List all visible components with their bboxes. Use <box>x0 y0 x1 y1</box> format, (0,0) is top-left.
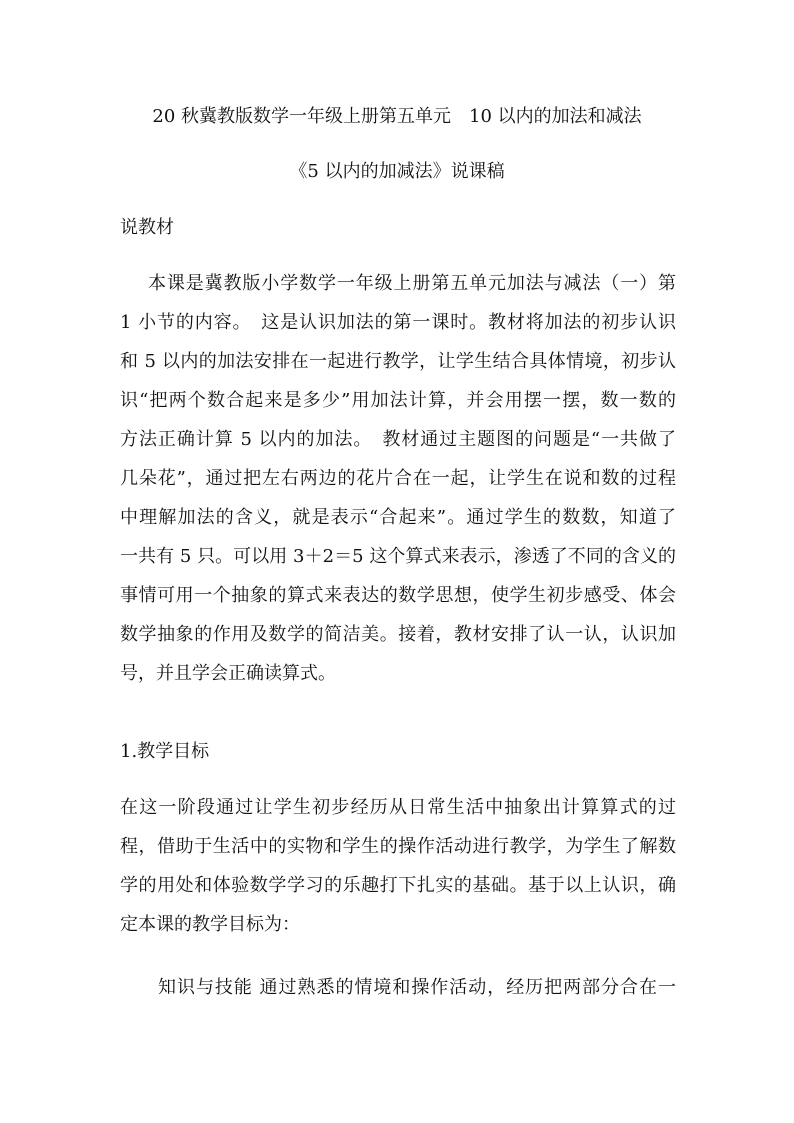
paragraph-teaching-goals <box>120 788 676 944</box>
paragraph-line: 知识与技能 通过熟悉的情境和操作活动，经历把两部分合在一 <box>158 977 676 998</box>
paragraph-line: 号，并且学会正确读算式。 <box>120 663 336 684</box>
paragraph-line: 事情可用一个抽象的算式来表达的数学思想，使学生初步感受、体会 <box>120 585 676 606</box>
paragraph-line: 方法正确计算 5 以内的加法。 教材通过主题图的问题是“一共做了 <box>120 429 676 450</box>
document-title: 20 秋冀教版数学一年级上册第五单元 10 以内的加法和减法 <box>152 106 642 127</box>
paragraph-line: 和 5 以内的加法安排在一起进行教学，让学生结合具体情境，初步认 <box>120 351 676 372</box>
paragraph-line: 中理解加法的含义，就是表示“合起来”。通过学生的数数，知道了 <box>120 507 676 528</box>
paragraph-line: 数学抽象的作用及数学的简洁美。接着，教材安排了认一认，认识加 <box>120 624 676 645</box>
paragraph-line: 定本课的教学目标为： <box>120 914 300 935</box>
section-heading-teaching-material: 说教材 <box>120 217 174 238</box>
subheading-teaching-goals: 1.教学目标 <box>120 741 210 762</box>
paragraph-line: 程，借助于生活中的实物和学生的操作活动进行教学，为学生了解数 <box>120 836 676 857</box>
paragraph-line: 在这一阶段通过让学生初步经历从日常生活中抽象出计算算式的过 <box>120 797 676 818</box>
paragraph-teaching-material <box>120 264 676 693</box>
paragraph-line: 几朵花”，通过把左右两边的花片合在一起，让学生在说和数的过程 <box>120 468 676 489</box>
paragraph-line: 本课是冀教版小学数学一年级上册第五单元加法与减法（一）第 <box>148 273 676 294</box>
paragraph-knowledge-skills <box>120 968 676 1007</box>
paragraph-line: 1 小节的内容。 这是认识加法的第一课时。教材将加法的初步认识 <box>120 312 676 333</box>
paragraph-line: 学的用处和体验数学学习的乐趣打下扎实的基础。基于以上认识，确 <box>120 875 676 896</box>
paragraph-line: 识“把两个数合起来是多少”用加法计算，并会用摆一摆，数一数的 <box>120 390 676 411</box>
paragraph-line: 一共有 5 只。可以用 3＋2＝5 这个算式来表示，渗透了不同的含义的 <box>120 546 676 567</box>
document-subtitle: 《5 以内的加减法》说课稿 <box>289 161 505 182</box>
